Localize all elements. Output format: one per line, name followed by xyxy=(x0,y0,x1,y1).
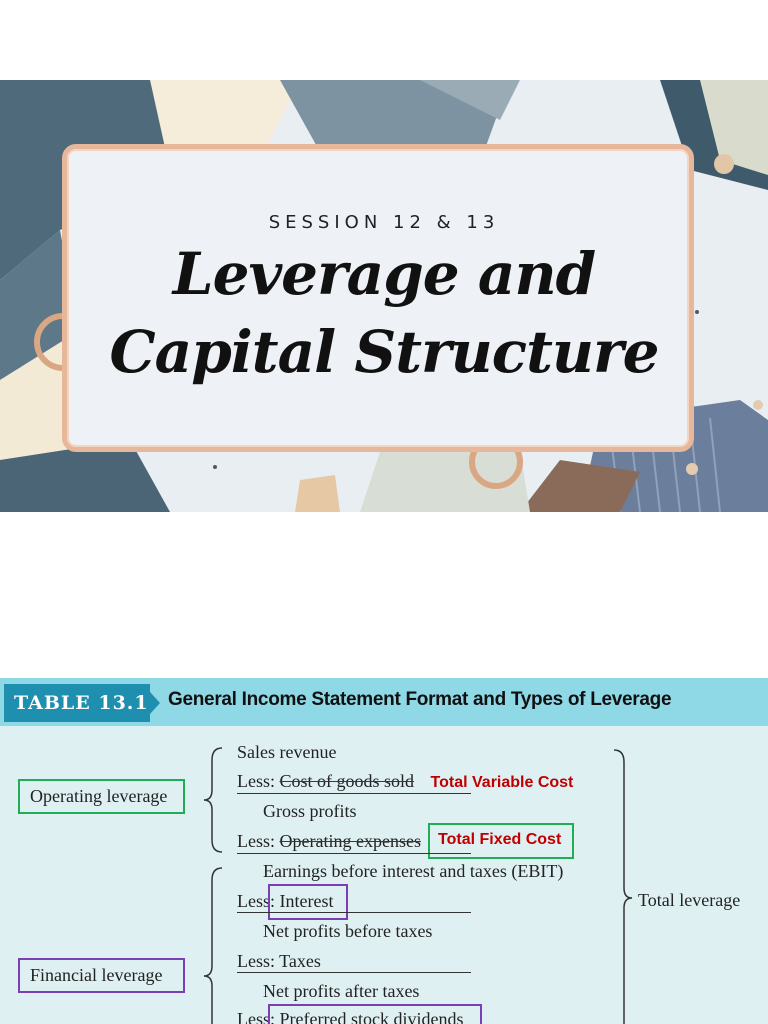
financial-leverage-brace-icon xyxy=(200,866,230,1024)
row-interest: Less: Interest xyxy=(237,891,334,911)
title-line-1: Leverage and xyxy=(172,240,596,308)
total-leverage-label: Total leverage xyxy=(638,890,741,910)
financial-leverage-box xyxy=(18,958,185,993)
operating-leverage-label: Operating leverage xyxy=(30,786,168,806)
table-slide xyxy=(0,678,768,1024)
divider xyxy=(237,793,471,794)
session-label: SESSION 12 & 13 xyxy=(268,212,500,233)
divider xyxy=(237,912,471,913)
divider xyxy=(237,853,471,854)
table-number: TABLE 13.1 xyxy=(4,684,150,722)
row-ebit: Earnings before interest and taxes (EBIT) xyxy=(263,861,564,881)
row-preferred-dividends: Less: Preferred stock dividends xyxy=(237,1009,464,1024)
total-variable-cost-note: Total Variable Cost xyxy=(430,774,574,791)
row-net-profits-after-taxes: Net profits after taxes xyxy=(263,981,420,1001)
table-title: General Income Statement Format and Types of Leverage xyxy=(168,689,672,710)
row-gross-profits: Gross profits xyxy=(263,801,357,821)
row-sales-revenue: Sales revenue xyxy=(237,742,337,762)
financial-leverage-label: Financial leverage xyxy=(30,965,163,985)
row-taxes: Less: Taxes xyxy=(237,951,321,971)
operating-leverage-box xyxy=(18,779,185,814)
divider xyxy=(237,972,471,973)
table-header xyxy=(0,678,768,726)
title-line-2: Capital Structure xyxy=(109,318,659,386)
preferred-dividends-highlight-box xyxy=(268,1004,482,1024)
title-slide xyxy=(0,80,768,512)
interest-highlight-box xyxy=(268,884,348,920)
total-leverage-brace-icon xyxy=(608,748,638,1024)
row-net-profits-before-taxes: Net profits before taxes xyxy=(263,921,433,941)
row-operating-expenses: Less: Operating expenses xyxy=(237,831,421,851)
row-cost-of-goods: Less: Cost of goods sold Total Variable Cost xyxy=(237,771,574,791)
total-fixed-cost-note: Total Fixed Cost xyxy=(438,831,562,848)
operating-leverage-brace-icon xyxy=(200,746,230,854)
